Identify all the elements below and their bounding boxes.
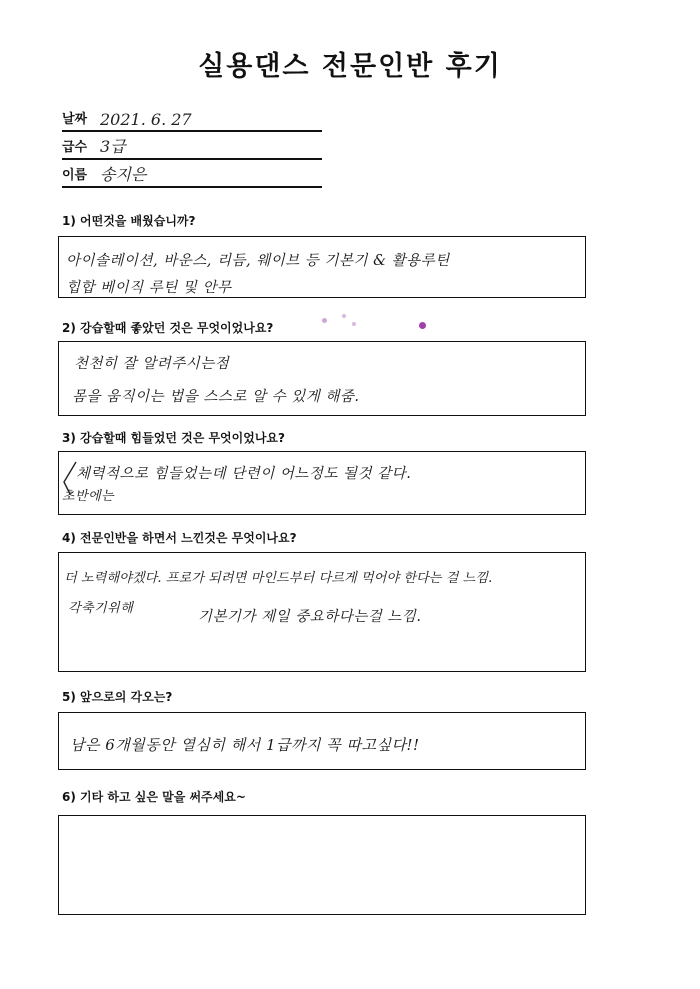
name-label: 이름 <box>62 168 88 183</box>
answer-5-line-1: 남은 6개월동안 열심히 해서 1급까지 꼭 따고싶다!! <box>70 736 420 754</box>
answer-3-line-2: 초반에는 <box>62 489 115 504</box>
question-1-label: 1) 어떤것을 배웠습니까? <box>62 214 196 228</box>
answer-1-line-1: 아이솔레이션, 바운스, 리듬, 웨이브 등 기본기 & 활용루틴 <box>66 253 450 269</box>
question-2-label: 2) 강습할때 좋았던 것은 무엇이었나요? <box>62 321 274 335</box>
date-field <box>62 108 322 132</box>
name-value: 송지은 <box>100 165 147 184</box>
ink-mark <box>419 322 426 329</box>
level-value: 3급 <box>100 137 126 156</box>
answer-4-line-1: 더 노력해야겠다. 프로가 되려면 마인드부터 다르게 먹어야 한다는 걸 느낌. <box>64 571 493 586</box>
question-6-label: 6) 기타 하고 싶은 말을 써주세요~ <box>62 790 246 804</box>
question-5-label: 5) 앞으로의 각오는? <box>62 690 173 704</box>
question-4-label: 4) 전문인반을 하면서 느낀것은 무엇이나요? <box>62 531 297 545</box>
page-title: 실용댄스 전문인반 후기 <box>198 51 502 82</box>
ink-mark <box>342 314 346 318</box>
answer-4-line-3: 기본기가 제일 중요하다는걸 느낌. <box>198 609 422 625</box>
insertion-caret-mark <box>56 458 86 498</box>
answer-box-3 <box>58 451 586 515</box>
question-3-label: 3) 강습할때 힘들었던 것은 무엇이었나요? <box>62 431 285 445</box>
date-label: 날짜 <box>62 112 88 127</box>
answer-2-line-1: 천천히 잘 알려주시는점 <box>74 356 230 372</box>
answer-1-line-2: 힙합 베이직 루틴 및 안무 <box>66 280 232 296</box>
ink-mark <box>352 322 356 326</box>
level-label: 급수 <box>62 140 88 155</box>
level-field <box>62 136 322 160</box>
answer-3-line-1: 체력적으로 힘들었는데 단련이 어느정도 될것 같다. <box>76 466 412 482</box>
ink-mark <box>322 318 327 323</box>
answer-2-line-2: 몸을 움직이는 법을 스스로 알 수 있게 해줌. <box>72 389 360 405</box>
date-value: 2021. 6. 27 <box>100 110 192 129</box>
answer-4-line-2: 각축기위해 <box>68 601 134 616</box>
name-field <box>62 164 322 188</box>
answer-box-6 <box>58 815 586 915</box>
